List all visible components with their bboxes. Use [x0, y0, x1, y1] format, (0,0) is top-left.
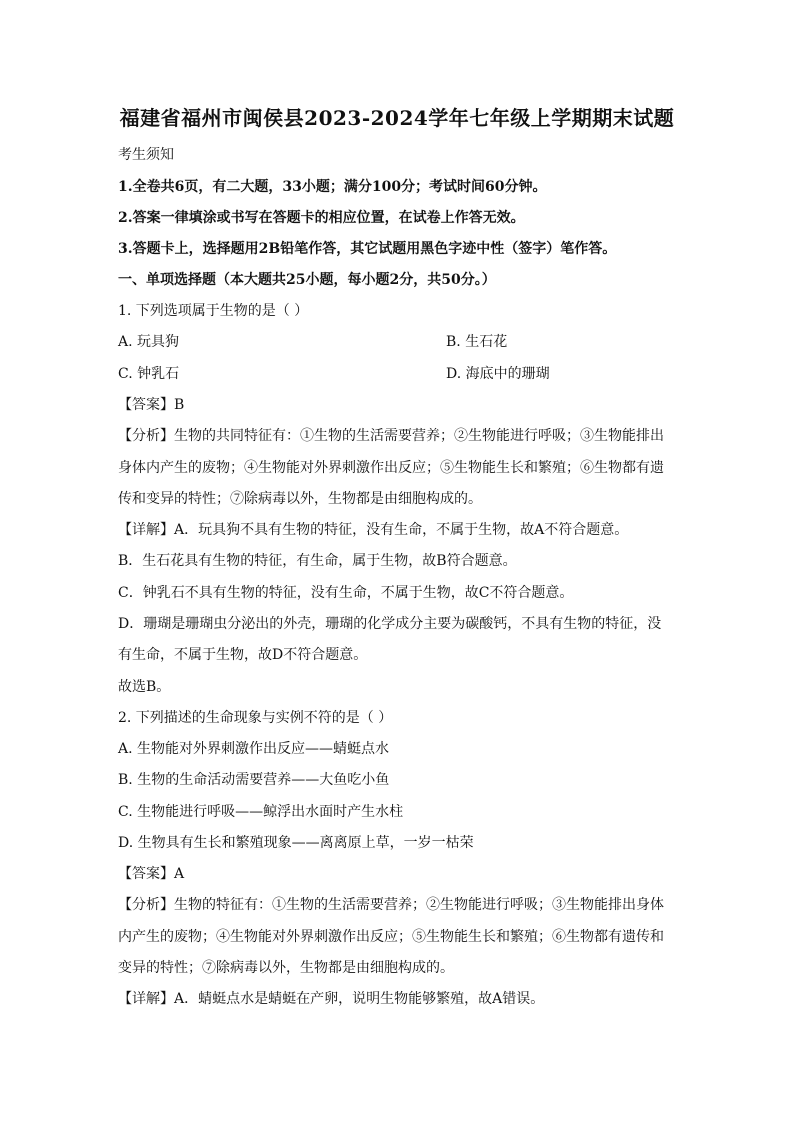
q2-detail-line: 【详解】A．蜻蜓点水是蜻蜓在产卵，说明生物能够繁殖，故A错误。 [118, 991, 545, 1007]
notice-1: 1.全卷共6页，有二大题，33小题；满分100分；考试时间60分钟。 [118, 179, 547, 195]
q2-option-c: C. 生物能进行呼吸——鲸浮出水面时产生水柱 [118, 804, 404, 820]
q2-analysis-line: 内产生的废物；④生物能对外界刺激作出反应；⑤生物能生长和繁殖；⑥生物都有遗传和 [118, 929, 664, 945]
q2-analysis-line: 变异的特性；⑦除病毒以外，生物都是由细胞构成的。 [118, 960, 454, 976]
page-title: 福建省福州市闽侯县2023-2024学年七年级上学期期末试题 [119, 106, 675, 130]
q1-analysis-line: 【分析】生物的共同特征有：①生物的生活需要营养；②生物能进行呼吸；③生物能排出 [118, 428, 664, 444]
q1-answer: 【答案】B [118, 397, 185, 413]
notice-heading: 考生须知 [118, 147, 174, 163]
q1-analysis-line: 身体内产生的废物；④生物能对外界刺激作出反应；⑤生物能生长和繁殖；⑥生物都有遗 [118, 460, 664, 476]
q1-detail-line: B．生石花具有生物的特征，有生命，属于生物，故B符合题意。 [118, 553, 517, 569]
notice-2: 2.答案一律填涂或书写在答题卡的相应位置，在试卷上作答无效。 [118, 210, 525, 226]
q2-option-b: B. 生物的生命活动需要营养——大鱼吃小鱼 [118, 772, 390, 788]
q2-option-a: A. 生物能对外界刺激作出反应——蜻蜓点水 [118, 741, 390, 757]
q2-stem: 2. 下列描述的生命现象与实例不符的是（ ） [118, 710, 393, 726]
q1-detail-line: C．钟乳石不具有生物的特征，没有生命，不属于生物，故C不符合题意。 [118, 585, 574, 601]
q2-answer: 【答案】A [118, 866, 185, 882]
q1-conclusion: 故选B。 [118, 679, 171, 695]
q1-option-c: C. 钟乳石 [118, 366, 180, 382]
q1-stem: 1. 下列选项属于生物的是（ ） [118, 303, 309, 319]
notice-3: 3.答题卡上，选择题用2B铅笔作答，其它试题用黑色字迹中性（签字）笔作答。 [118, 241, 617, 257]
q2-option-d: D. 生物具有生长和繁殖现象——离离原上草，一岁一枯荣 [118, 835, 474, 851]
section-heading: 一、单项选择题（本大题共25小题，每小题2分，共50分。） [118, 272, 496, 288]
q2-analysis-line: 【分析】生物的特征有：①生物的生活需要营养；②生物能进行呼吸；③生物能排出身体 [118, 897, 664, 913]
q1-option-d: D. 海底中的珊瑚 [446, 366, 550, 382]
q1-option-b: B. 生石花 [446, 334, 508, 350]
q1-detail-line: D．珊瑚是珊瑚虫分泌出的外壳，珊瑚的化学成分主要为碳酸钙，不具有生物的特征，没 [118, 616, 662, 632]
q1-option-a: A. 玩具狗 [118, 334, 180, 350]
q1-detail-line: 【详解】A．玩具狗不具有生物的特征，没有生命，不属于生物，故A不符合题意。 [118, 522, 629, 538]
q1-detail-line: 有生命，不属于生物，故D不符合题意。 [118, 647, 368, 663]
q1-analysis-line: 传和变异的特性；⑦除病毒以外，生物都是由细胞构成的。 [118, 491, 482, 507]
